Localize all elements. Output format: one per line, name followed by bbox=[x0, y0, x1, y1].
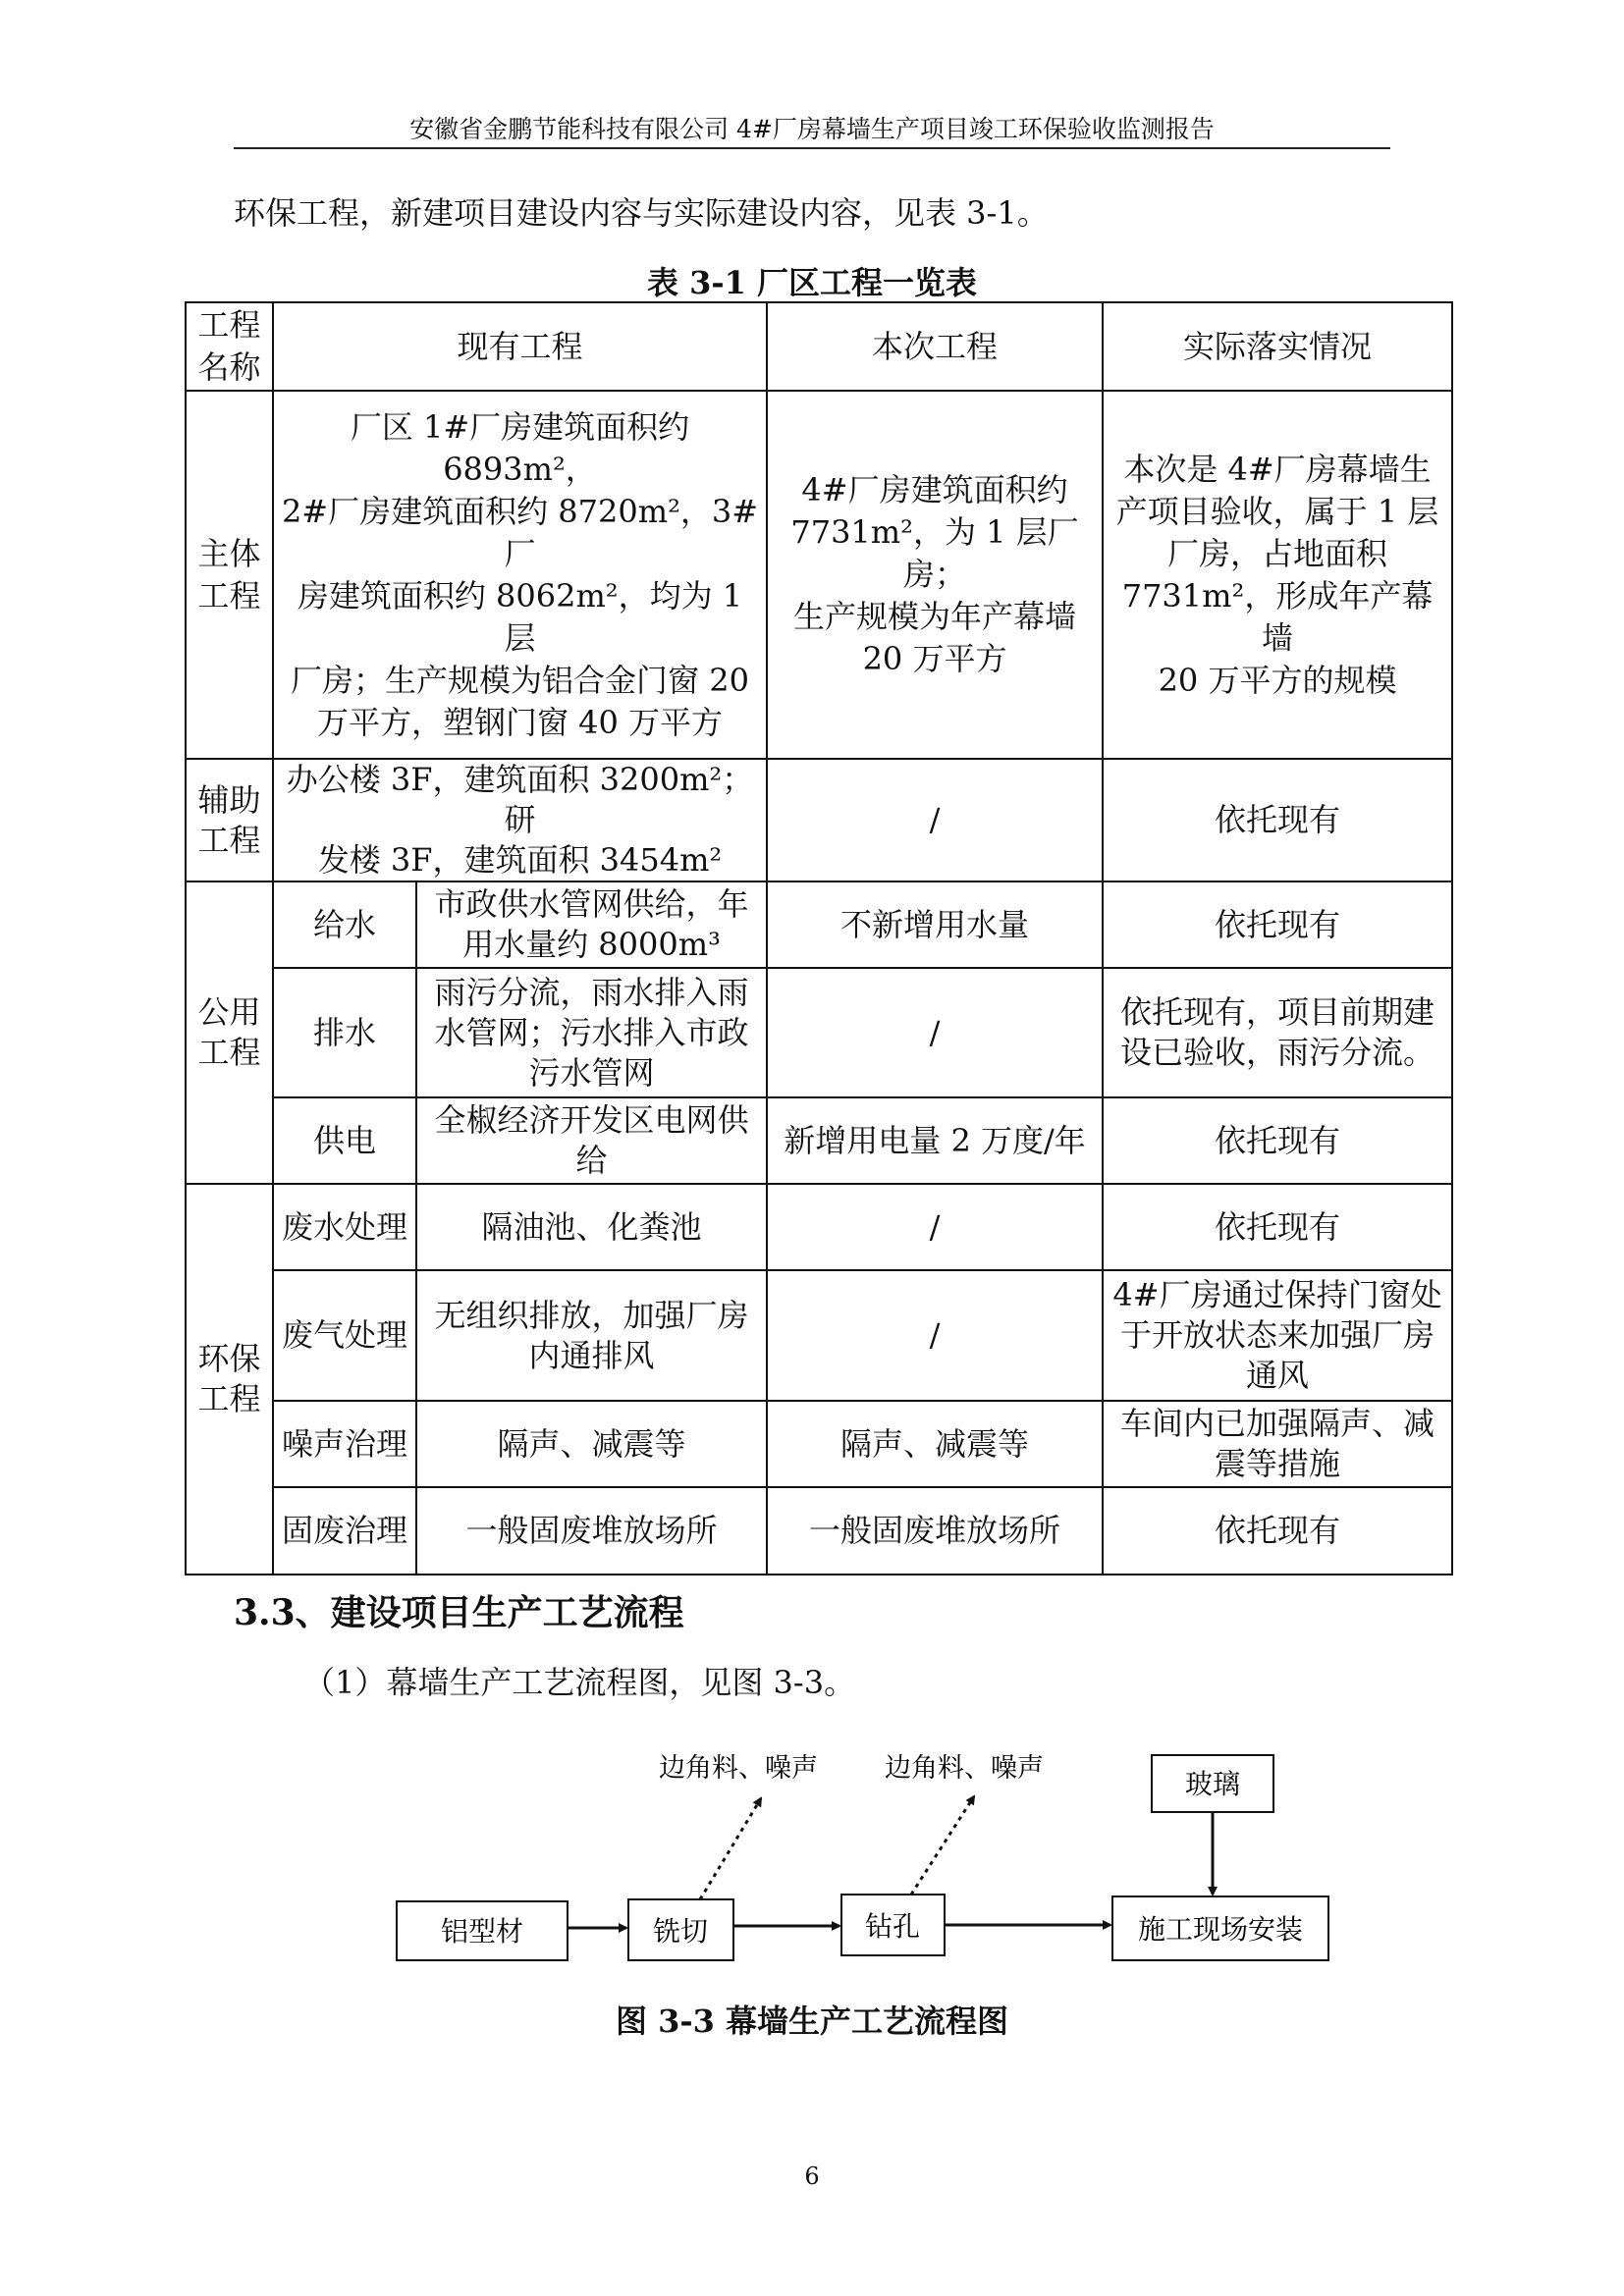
arrow-drilling-waste bbox=[911, 1796, 974, 1895]
cell-subcategory: 固废治理 bbox=[273, 1487, 416, 1575]
cell-subcategory: 噪声治理 bbox=[273, 1401, 416, 1487]
table-row-water-supply bbox=[186, 881, 1452, 968]
cell-actual: 依托现有 bbox=[1103, 881, 1452, 968]
cell-actual: 依托现有 bbox=[1103, 1184, 1452, 1270]
cell-current: / bbox=[767, 1270, 1103, 1401]
cell-actual: 4#厂房通过保持门窗处于开放状态来加强厂房通风 bbox=[1103, 1270, 1452, 1401]
table-row-main bbox=[186, 391, 1452, 759]
cell-current: 新增用电量 2 万度/年 bbox=[767, 1097, 1103, 1184]
cell-subcategory: 废气处理 bbox=[273, 1270, 416, 1401]
cell-existing: 雨污分流，雨水排入雨水管网；污水排入市政污水管网 bbox=[416, 968, 767, 1097]
project-table bbox=[185, 301, 1453, 1575]
table-row-noise bbox=[186, 1401, 1452, 1487]
section-title: 3.3、建设项目生产工艺流程 bbox=[234, 1592, 684, 1633]
row-label-main: 主体工程 bbox=[186, 391, 273, 759]
table-row-exhaust bbox=[186, 1270, 1452, 1401]
cell-actual: 车间内已加强隔声、减震等措施 bbox=[1103, 1401, 1452, 1487]
col-header-name: 工程名称 bbox=[186, 302, 273, 391]
report-header: 安徽省金鹏节能科技有限公司 4#厂房幕墙生产项目竣工环保验收监测报告 bbox=[409, 115, 1215, 143]
cell-existing: 隔声、减震等 bbox=[416, 1401, 767, 1487]
label-site-installation: 施工现场安装 bbox=[1137, 1913, 1304, 1946]
cell-subcategory: 废水处理 bbox=[273, 1184, 416, 1270]
cell-main-actual: 本次是 4#厂房幕墙生 产项目验收，属于 1 层 厂房，占地面积 7731m²，形成年产幕墙 20 万平方的规模 bbox=[1103, 391, 1452, 759]
flow-intro: （1）幕墙生产工艺流程图，见图 3-3。 bbox=[303, 1664, 856, 1701]
arrow-milling-waste bbox=[700, 1798, 761, 1899]
page-number: 6 bbox=[804, 2163, 820, 2190]
cell-aux-actual: 依托现有 bbox=[1103, 759, 1452, 881]
process-flow-diagram bbox=[0, 1728, 1624, 2002]
table-row-aux bbox=[186, 759, 1452, 881]
table-row-power bbox=[186, 1097, 1452, 1184]
table-row-drainage bbox=[186, 968, 1452, 1097]
row-label-aux: 辅助工程 bbox=[186, 759, 273, 881]
col-header-current: 本次工程 bbox=[767, 302, 1103, 391]
cell-actual: 依托现有 bbox=[1103, 1097, 1452, 1184]
cell-actual: 依托现有，项目前期建设已验收，雨污分流。 bbox=[1103, 968, 1452, 1097]
label-waste-1: 边角料、噪声 bbox=[659, 1753, 818, 1784]
cell-main-existing: 厂区 1#厂房建筑面积约 6893m²， 2#厂房建筑面积约 8720m²，3#厂 房建筑面积约 8062m²，均为 1 层 厂房；生产规模为铝合金门窗 20 万平方，塑钢门窗 40 万平方 bbox=[273, 391, 767, 759]
cell-subcategory: 排水 bbox=[273, 968, 416, 1097]
cell-current: / bbox=[767, 968, 1103, 1097]
cell-subcategory: 给水 bbox=[273, 881, 416, 968]
cell-current: / bbox=[767, 1184, 1103, 1270]
label-waste-2: 边角料、噪声 bbox=[885, 1753, 1044, 1784]
cell-current: 一般固废堆放场所 bbox=[767, 1487, 1103, 1575]
col-header-actual: 实际落实情况 bbox=[1103, 302, 1452, 391]
cell-aux-existing: 办公楼 3F，建筑面积 3200m²；研 发楼 3F，建筑面积 3454m² bbox=[273, 759, 767, 881]
figure-caption: 图 3-3 幕墙生产工艺流程图 bbox=[615, 2002, 1009, 2040]
row-label-env: 环保工程 bbox=[186, 1184, 273, 1575]
label-drilling: 钻孔 bbox=[864, 1910, 921, 1943]
cell-existing: 隔油池、化粪池 bbox=[416, 1184, 767, 1270]
cell-current: 不新增用水量 bbox=[767, 881, 1103, 968]
row-label-public: 公用工程 bbox=[186, 881, 273, 1184]
col-header-existing: 现有工程 bbox=[273, 302, 767, 391]
cell-existing: 一般固废堆放场所 bbox=[416, 1487, 767, 1575]
cell-existing: 市政供水管网供给，年用水量约 8000m³ bbox=[416, 881, 767, 968]
table-header-row bbox=[186, 302, 1452, 391]
table-row-wastewater bbox=[186, 1184, 1452, 1270]
table-caption: 表 3-1 厂区工程一览表 bbox=[646, 264, 978, 301]
label-aluminum-profile: 铝型材 bbox=[440, 1915, 524, 1948]
intro-paragraph: 环保工程，新建项目建设内容与实际建设内容，见表 3-1。 bbox=[234, 194, 1049, 232]
label-glass: 玻璃 bbox=[1184, 1768, 1241, 1800]
cell-current: 隔声、减震等 bbox=[767, 1401, 1103, 1487]
cell-existing: 全椒经济开发区电网供给 bbox=[416, 1097, 767, 1184]
cell-aux-current: / bbox=[767, 759, 1103, 881]
table-row-solid-waste bbox=[186, 1487, 1452, 1575]
label-milling: 铣切 bbox=[652, 1915, 709, 1948]
cell-subcategory: 供电 bbox=[273, 1097, 416, 1184]
cell-main-current: 4#厂房建筑面积约 7731m²，为 1 层厂房； 生产规模为年产幕墙 20 万平方 bbox=[767, 391, 1103, 759]
cell-existing: 无组织排放，加强厂房内通排风 bbox=[416, 1270, 767, 1401]
cell-actual: 依托现有 bbox=[1103, 1487, 1452, 1575]
header-divider bbox=[234, 147, 1390, 149]
